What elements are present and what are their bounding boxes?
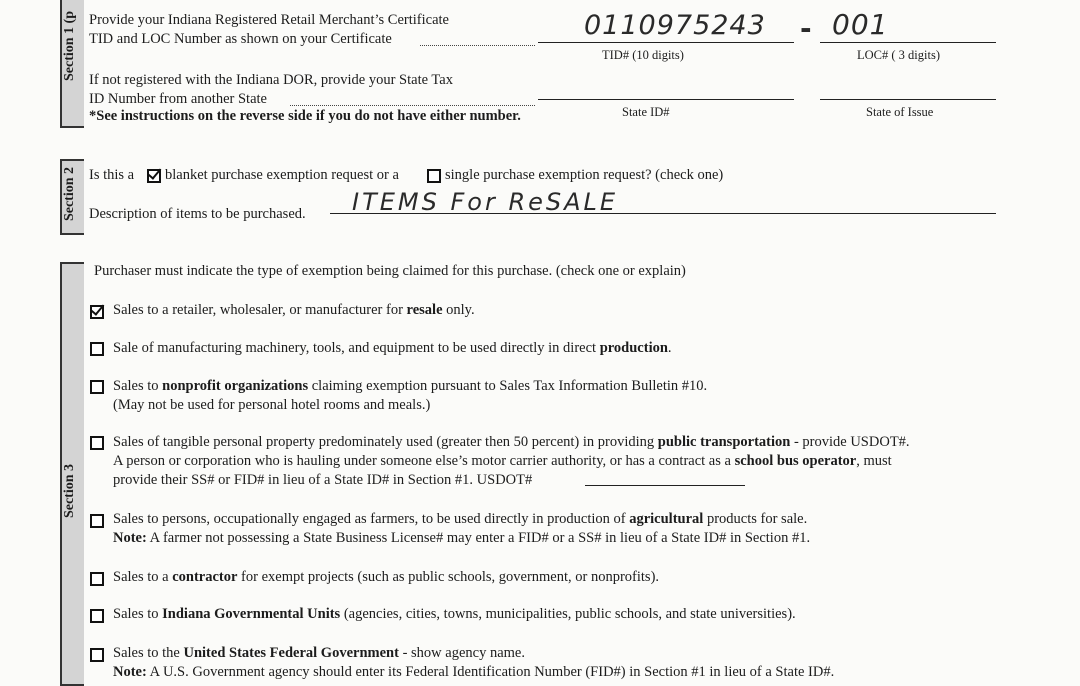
tid-value: 0110975243 [584,10,766,41]
agricultural-checkbox[interactable] [90,514,104,528]
description-value: ITEMS For ReSALE [352,188,619,216]
section1-instruction-line2: TID and LOC Number as shown on your Certificate [89,31,392,47]
section1-instruction-line4: ID Number from another State [89,91,267,107]
contractor-checkbox[interactable] [90,572,104,586]
federal-government-checkbox[interactable] [90,648,104,662]
agricultural-option: Sales to persons, occupationally engaged as farmers, to be used directly in production of agricultural products for sale. [113,511,808,527]
governmental-units-checkbox[interactable] [90,609,104,623]
section2-question-prefix: Is this a [89,167,135,183]
section2-label: Section 2 [62,166,77,222]
tid-loc-dash: - [800,12,813,45]
section1-label: Section 1 (p [62,11,77,81]
tid-leader-dots [420,45,535,46]
federal-government-option: Sales to the United States Federal Government - show agency name. [113,645,525,661]
production-option: Sale of manufacturing machinery, tools, and equipment to be used directly in direct production. [113,340,672,356]
section1-instruction-line3: If not registered with the Indiana DOR, provide your State Tax [89,72,453,88]
tid-field[interactable] [538,42,794,43]
transportation-option: Sales of tangible personal property predominately used (greater then 50 percent) in providing public transportation - provide USDOT#. [113,434,910,450]
state-of-issue-caption: State of Issue [866,105,934,119]
state-id-field[interactable] [538,99,794,100]
state-of-issue-field[interactable] [820,99,996,100]
transportation-option-line3: provide their SS# or FID# in lieu of a State ID# in Section #1. USDOT# [113,472,533,488]
usdot-field[interactable] [585,485,745,486]
section3-label: Section 3 [62,463,77,519]
description-label: Description of items to be purchased. [89,206,306,222]
loc-value: 001 [832,8,889,41]
single-checkbox[interactable] [427,169,441,183]
single-label: single purchase exemption request? (check one) [445,167,724,183]
transportation-checkbox[interactable] [90,436,104,450]
tid-caption: TID# (10 digits) [602,48,684,62]
section1-note: *See instructions on the reverse side if you do not have either number. [89,108,521,124]
resale-checkbox[interactable] [90,305,104,319]
section3-intro: Purchaser must indicate the type of exemption being claimed for this purchase. (check one or explain) [94,263,686,279]
state-id-caption: State ID# [622,105,670,119]
state-id-leader-dots [290,105,535,106]
blanket-checkbox[interactable] [147,169,161,183]
transportation-option-line2: A person or corporation who is hauling under someone else’s motor carrier authority, or has a contract as a school bus operator, must [113,453,892,469]
blanket-label: blanket purchase exemption request or a [165,167,399,183]
governmental-units-option: Sales to Indiana Governmental Units (agencies, cities, towns, municipalities, public schools, and state universities). [113,606,796,622]
nonprofit-checkbox[interactable] [90,380,104,394]
contractor-option: Sales to a contractor for exempt projects (such as public schools, government, or nonprofits). [113,569,660,585]
loc-field[interactable] [820,42,996,43]
resale-option: Sales to a retailer, wholesaler, or manufacturer for resale only. [113,302,475,318]
federal-government-option-note: Note: A U.S. Government agency should enter its Federal Identification Number (FID#) in Section #1 in lieu of a State ID#. [113,664,835,680]
production-checkbox[interactable] [90,342,104,356]
nonprofit-option-note: (May not be used for personal hotel rooms and meals.) [113,397,431,413]
agricultural-option-note: Note: A farmer not possessing a State Business License# may enter a FID# or a SS# in lieu of a State ID# in Section #1. [113,530,811,546]
loc-caption: LOC# ( 3 digits) [857,48,940,62]
section1-instruction-line1: Provide your Indiana Registered Retail Merchant’s Certificate [89,12,449,28]
nonprofit-option: Sales to nonprofit organizations claiming exemption pursuant to Sales Tax Information Bulletin #10. [113,378,708,394]
